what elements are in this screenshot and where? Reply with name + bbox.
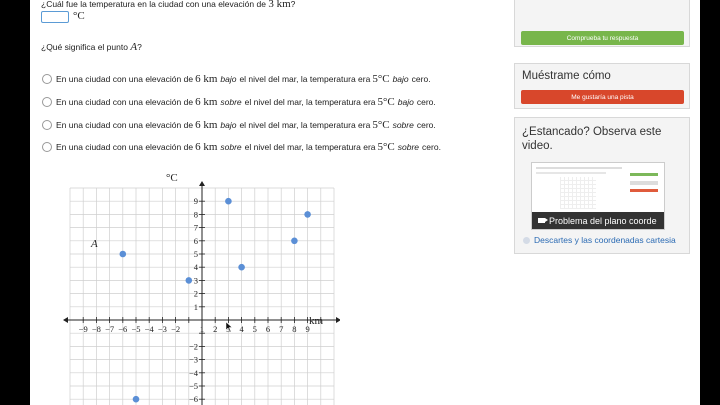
answer-choice[interactable] [42,96,436,108]
tick-label: −3 [188,354,198,365]
point-a-label: A [91,238,98,250]
tick-label: 6 [265,324,271,334]
choice-text-end: cero. [416,97,436,107]
data-point[interactable] [225,198,232,205]
radio-button[interactable] [42,74,52,84]
data-point[interactable] [291,238,298,245]
tick-label: 2 [213,324,218,334]
tick-label: 7 [279,324,284,334]
choice-temp: 5°C [372,119,390,131]
tick-label: 8 [193,209,198,220]
video-title-bar [532,212,664,229]
point-question [41,41,142,53]
question-prompt-text: ¿Cuál fue la temperatura en la ciudad con una elevación de [41,0,266,9]
x-axis-unit: km [309,315,324,327]
tick-label: −9 [78,324,88,334]
video-link[interactable] [523,235,676,245]
choice-relation: bajo [220,74,237,84]
point-question-text: ¿Qué significa el punto [41,42,128,52]
data-point-a[interactable] [120,251,127,258]
tick-label: 5 [193,249,198,259]
video-link-text: Descartes y las coordenadas cartesia [534,235,676,245]
question-prompt [41,0,295,10]
choice-km: 6 km [195,119,218,131]
tick-label: −6 [118,324,128,334]
tick-label: 4 [239,324,244,334]
choice-direction: bajo [397,97,414,107]
choice-km: 6 km [195,73,218,85]
video-card [514,117,690,254]
video-progress-dot [523,237,530,244]
tick-label: 4 [193,262,198,273]
data-point[interactable] [186,277,193,284]
radio-button[interactable] [42,142,52,152]
radio-button[interactable] [42,97,52,107]
temperature-answer-input[interactable] [41,11,69,23]
video-thumbnail[interactable] [531,162,665,230]
tick-label: 9 [193,196,198,207]
check-answer-button[interactable]: Comprueba tu respuesta [521,31,684,45]
choice-text-end: cero. [422,142,441,152]
tick-label: −8 [91,324,101,334]
tick-label: −3 [157,324,167,334]
tick-label: 6 [193,235,198,246]
question-prompt-end: ? [290,0,296,9]
choice-text-mid: el nivel del mar, la temperatura era [244,97,376,107]
hint-card [514,63,690,109]
point-question-end: ? [137,42,142,52]
answer-choice[interactable] [42,141,441,153]
check-answer-card [514,0,690,47]
choice-km: 6 km [195,141,218,153]
question-km-value: 3 km [268,0,291,10]
choice-text-pre: En una ciudad con una elevación de [56,74,194,84]
data-point[interactable] [304,211,311,218]
tick-label: −2 [171,324,181,334]
answer-unit: °C [73,10,85,22]
tick-label: −4 [144,324,154,334]
choice-text-end: cero. [411,74,431,84]
choice-temp: 5°C [377,96,395,108]
tick-label: −6 [188,394,198,405]
answer-choice[interactable] [42,119,436,131]
choice-text-pre: En una ciudad con una elevación de [56,120,194,130]
tick-label: 9 [305,324,310,334]
tick-label: −5 [188,381,198,391]
choice-temp: 5°C [372,73,390,85]
choice-relation: bajo [220,120,237,130]
video-camera-icon [538,218,545,223]
tick-label: 7 [193,222,198,233]
coordinate-plane[interactable] [30,168,340,405]
radio-button[interactable] [42,120,52,130]
tick-label: −4 [188,367,198,378]
choice-text-mid: el nivel del mar, la temperatura era [244,142,376,152]
choice-direction: bajo [392,74,409,84]
choice-text-mid: el nivel del mar, la temperatura era [239,74,371,84]
tick-label: 1 [199,324,205,334]
show-me-title: Muéstrame cómo [522,70,611,82]
tick-label: −7 [105,324,115,334]
tick-label: −5 [131,324,141,334]
video-bar-text: Problema del plano coorde [549,215,657,226]
tick-label: 5 [252,324,257,334]
y-axis-unit: °C [166,172,178,184]
x-axis-right-arrow-icon [336,317,340,323]
point-question-label: A [130,41,138,53]
choice-relation: sobre [220,97,242,107]
hint-button[interactable]: Me gustaría una pista [521,90,684,104]
data-point[interactable] [238,264,245,271]
tick-label: −2 [188,341,198,352]
choice-text-pre: En una ciudad con una elevación de [56,97,194,107]
choice-text-pre: En una ciudad con una elevación de [56,142,194,152]
tick-label: 2 [193,288,198,299]
y-axis-up-arrow-icon [199,181,205,186]
answer-choice[interactable] [42,73,431,85]
tick-label: 8 [292,324,297,334]
choice-text-mid: el nivel del mar, la temperatura era [239,120,371,130]
tick-label: 3 [193,275,198,286]
choice-km: 6 km [195,96,218,108]
choice-text-end: cero. [416,120,436,130]
choice-relation: sobre [220,142,242,152]
choice-direction: sobre [397,142,420,152]
data-point[interactable] [133,396,140,403]
choice-direction: sobre [392,120,414,130]
x-axis-left-arrow-icon [63,317,68,323]
tick-label: 1 [193,301,198,312]
stuck-title: ¿Estancado? Observa este video. [522,126,662,152]
choice-temp: 5°C [377,141,395,153]
